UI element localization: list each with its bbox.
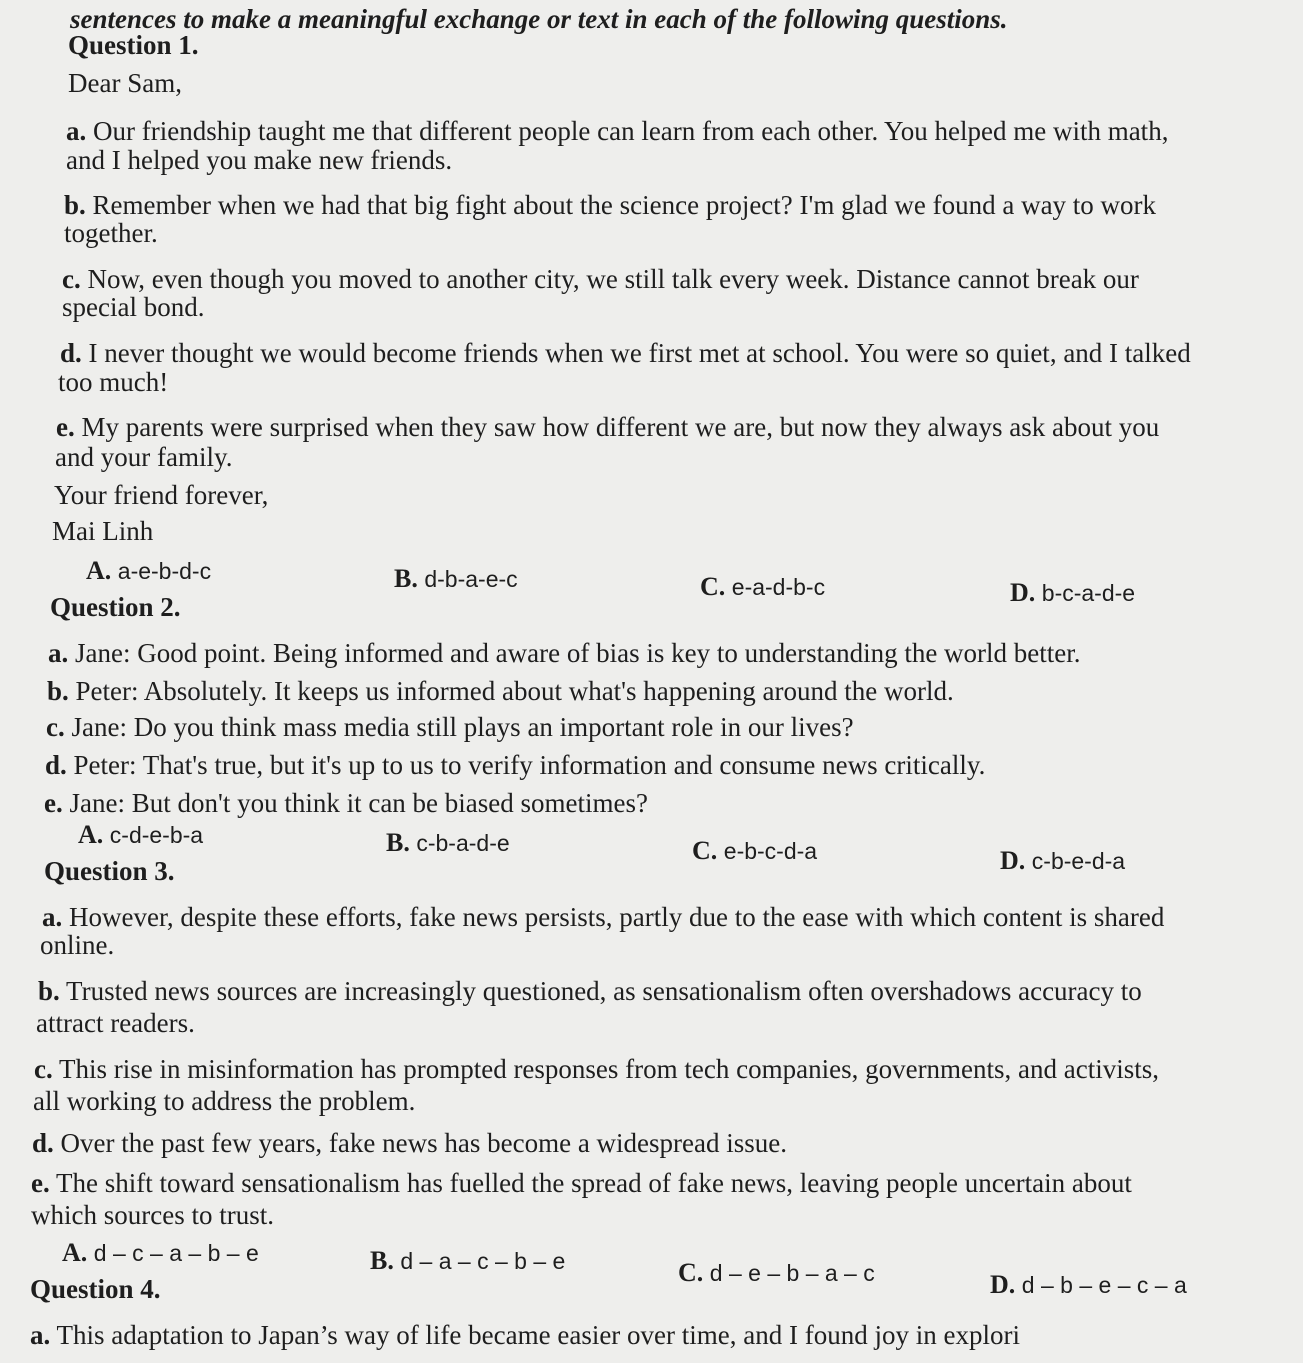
item-text: Over the past few years, fake news has become a widespread issue. xyxy=(60,1128,787,1158)
option-value: d – a – c – b – e xyxy=(400,1248,566,1274)
q2-option-d[interactable] xyxy=(1000,844,1125,878)
q2-option-a[interactable] xyxy=(78,818,203,852)
instruction-text: sentences to make a meaningful exchange or text in each of the following questions. xyxy=(70,4,1008,34)
q3-item-d xyxy=(32,1126,787,1160)
item-text: My parents were surprised when they saw how different we are, but now they always ask about you xyxy=(81,412,1160,442)
q2-item-d xyxy=(45,748,985,782)
option-value: c-b-a-d-e xyxy=(416,830,510,856)
item-text: Remember when we had that big fight about the science project? I'm glad we found a way to work xyxy=(92,190,1157,220)
item-text: This adaptation to Japan’s way of life became easier over time, and I found joy in explori xyxy=(56,1320,1020,1350)
option-value: c-d-e-b-a xyxy=(109,822,204,848)
item-text: This rise in misinformation has prompted responses from tech companies, governments, and activists, xyxy=(59,1054,1160,1084)
option-key: B. xyxy=(394,564,418,593)
item-key: e. xyxy=(44,788,63,818)
option-value: b-c-a-d-e xyxy=(1041,580,1136,606)
q3-item-a-cont: online. xyxy=(40,930,115,960)
q1-item-b xyxy=(64,188,1156,222)
item-key: a. xyxy=(66,116,87,146)
item-text: However, despite these efforts, fake news persists, partly due to the ease with which content is shared xyxy=(69,902,1165,932)
item-text: The shift toward sensationalism has fuelled the spread of fake news, leaving people uncertain about xyxy=(56,1168,1132,1198)
q2-option-b[interactable] xyxy=(386,826,510,860)
item-text: Peter: That's true, but it's up to us to verify information and consume news critically. xyxy=(73,750,986,780)
item-key: d. xyxy=(45,750,67,780)
item-key: d. xyxy=(60,338,82,368)
option-key: C. xyxy=(700,572,726,601)
option-key: D. xyxy=(990,1270,1016,1299)
option-key: B. xyxy=(370,1246,394,1275)
question-1-title: Question 1. xyxy=(68,30,199,60)
option-key: D. xyxy=(1010,578,1036,607)
item-key: a. xyxy=(48,638,69,668)
q3-option-a[interactable] xyxy=(62,1236,259,1270)
option-value: d – e – b – a – c xyxy=(709,1260,875,1286)
option-value: c-b-e-d-a xyxy=(1031,848,1126,874)
letter-greeting: Dear Sam, xyxy=(68,68,182,98)
question-3-title: Question 3. xyxy=(44,856,175,886)
option-value: a-e-b-d-c xyxy=(117,558,212,584)
option-value: e-b-c-d-a xyxy=(723,838,818,864)
q1-item-e-cont: and your family. xyxy=(55,442,233,472)
item-text: Jane: Do you think mass media still plays an important role in our lives? xyxy=(71,712,854,742)
option-key: B. xyxy=(386,828,410,857)
q2-item-a xyxy=(48,636,1081,670)
q3-item-a xyxy=(42,900,1164,934)
item-key: c. xyxy=(34,1054,53,1084)
question-4-title: Question 4. xyxy=(30,1274,161,1304)
question-2-title: Question 2. xyxy=(50,592,181,622)
q3-option-c[interactable] xyxy=(678,1256,875,1290)
q3-option-d[interactable] xyxy=(990,1268,1187,1302)
item-key: d. xyxy=(32,1128,54,1158)
item-key: c. xyxy=(62,264,81,294)
option-key: A. xyxy=(62,1238,88,1267)
option-value: d – c – a – b – e xyxy=(93,1240,259,1266)
q1-item-e xyxy=(56,410,1159,444)
q2-option-c[interactable] xyxy=(692,834,817,868)
option-key: C. xyxy=(692,836,718,865)
item-text: Trusted news sources are increasingly questioned, as sensationalism often overshadows accuracy to xyxy=(66,976,1142,1006)
q1-item-a-cont: and I helped you make new friends. xyxy=(66,145,453,175)
q1-item-d-cont: too much! xyxy=(58,367,169,397)
q2-item-b xyxy=(47,674,954,708)
item-text: Now, even though you moved to another city, we still talk every week. Distance cannot break our xyxy=(87,264,1139,294)
item-key: a. xyxy=(30,1320,51,1350)
item-text: I never thought we would become friends when we first met at school. You were so quiet, and I talked xyxy=(88,338,1191,368)
q4-item-a xyxy=(30,1318,1020,1352)
item-text: Jane: But don't you think it can be biased sometimes? xyxy=(69,788,648,818)
q1-option-b[interactable] xyxy=(394,562,518,596)
q2-item-e xyxy=(44,786,648,820)
q1-item-c xyxy=(62,262,1139,296)
item-key: e. xyxy=(31,1168,50,1198)
q3-item-e xyxy=(31,1166,1132,1200)
q1-option-a[interactable] xyxy=(86,554,211,588)
item-key: b. xyxy=(64,190,86,220)
item-key: b. xyxy=(38,976,60,1006)
option-value: d-b-a-e-c xyxy=(424,566,518,592)
q3-item-b xyxy=(38,974,1142,1008)
q3-item-c xyxy=(34,1052,1159,1086)
letter-closing: Your friend forever, xyxy=(54,480,269,510)
q3-item-b-cont: attract readers. xyxy=(36,1008,195,1038)
item-text: Peter: Absolutely. It keeps us informed about what's happening around the world. xyxy=(75,676,954,706)
q1-option-d[interactable] xyxy=(1010,576,1135,610)
q2-item-c xyxy=(46,710,854,744)
item-text: Our friendship taught me that different people can learn from each other. You helped me with math, xyxy=(93,116,1169,146)
option-value: d – b – e – c – a xyxy=(1021,1272,1187,1298)
letter-signature: Mai Linh xyxy=(52,516,154,546)
q1-item-b-cont: together. xyxy=(64,218,158,248)
option-key: A. xyxy=(86,556,112,585)
item-key: c. xyxy=(46,712,65,742)
q1-item-d xyxy=(60,336,1191,370)
option-key: D. xyxy=(1000,846,1026,875)
option-value: e-a-d-b-c xyxy=(731,574,826,600)
option-key: A. xyxy=(78,820,104,849)
q3-item-c-cont: all working to address the problem. xyxy=(33,1086,416,1116)
item-key: a. xyxy=(42,902,63,932)
item-text: Jane: Good point. Being informed and aware of bias is key to understanding the world better. xyxy=(75,638,1081,668)
q3-item-e-cont: which sources to trust. xyxy=(31,1200,274,1230)
q1-option-c[interactable] xyxy=(700,570,825,604)
item-key: e. xyxy=(56,412,75,442)
option-key: C. xyxy=(678,1258,704,1287)
item-key: b. xyxy=(47,676,69,706)
q3-option-b[interactable] xyxy=(370,1244,565,1278)
q1-item-c-cont: special bond. xyxy=(62,292,205,322)
